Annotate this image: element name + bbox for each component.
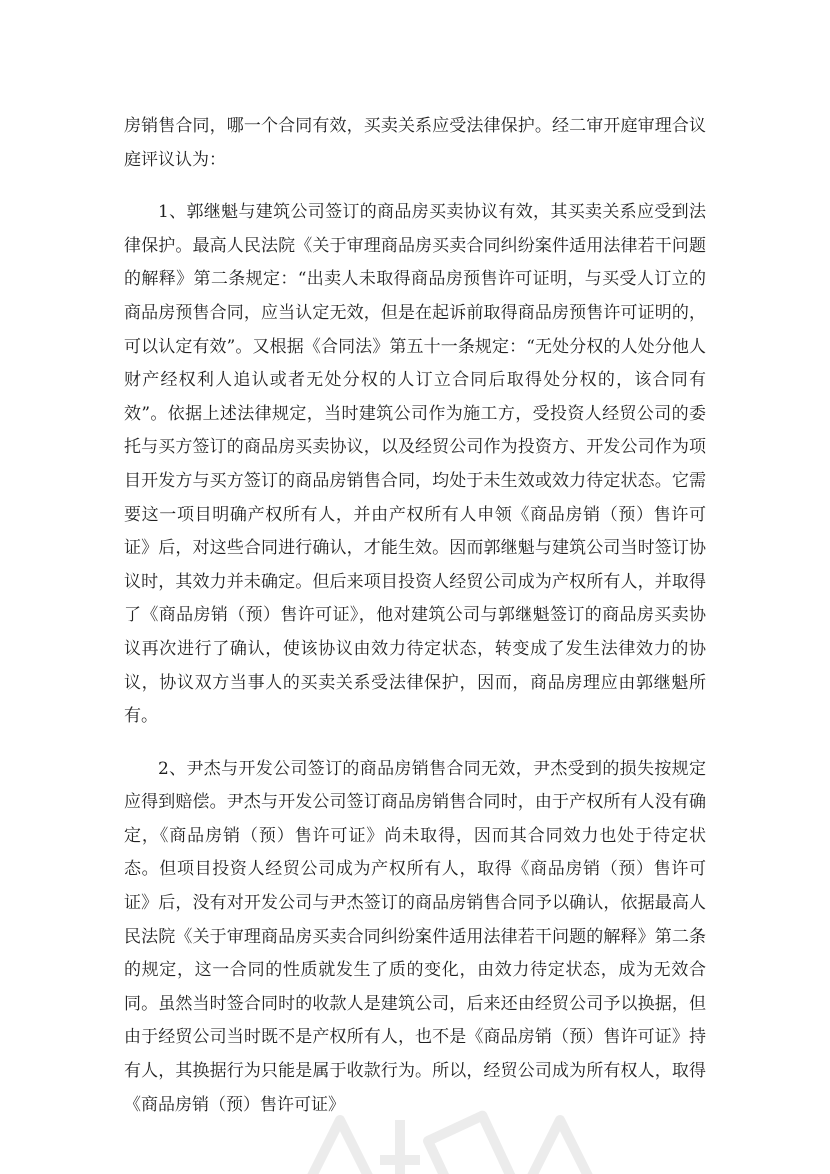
paragraph-continuation: 房销售合同，哪一个合同有效，买卖关系应受法律保护。经二审开庭审理合议庭评议认为： xyxy=(124,116,706,170)
paragraph-point-1: 1、郭继魁与建筑公司签订的商品房买卖协议有效，其买卖关系应受到法律保护。最高人民法院《关于审理商品房买卖合同纠纷案件适用法律若干问题的解释》第二条规定：“出卖人未取得商品房预售许可证明，与买受人订立的商品房预售合同，应当认定无效，但是在起诉前取得商品房预售许可证明的，可以认定有效”。又根据《合同法》第五十一条规定：“无处分权的人处分他人财产经权利人追认或者无处分权的人订立合同后取得处分权的，该合同有效”。依据上述法律规定，当时建筑公司作为施工方，受投资人经贸公司的委托与买方签订的商品房买卖协议，以及经贸公司作为投资方、开发公司作为项目开发方与买方签订的商品房销售合同，均处于未生效或效力待定状态。它需要这一项目明确产权所有人，并由产权所有人申领《商品房销（预）售许可证》后，对这些合同进行确认，才能生效。因而郭继魁与建筑公司当时签订协议时，其效力并未确定。但后来项目投资人经贸公司成为产权所有人，并取得了《商品房销（预）售许可证》，他对建筑公司与郭继魁签订的商品房买卖协议再次进行了确认，使该协议由效力待定状态，转变成了发生法律效力的协议，协议双方当事人的买卖关系受法律保护，因而，商品房理应由郭继魁所有。 xyxy=(124,202,706,727)
paragraph-gap xyxy=(124,177,706,196)
document-body xyxy=(124,110,706,1122)
paragraph-gap xyxy=(124,734,706,753)
paragraph-point-2: 2、尹杰与开发公司签订的商品房销售合同无效，尹杰受到的损失按规定应得到赔偿。尹杰与开发公司签订商品房销售合同时，由于产权所有人没有确定，《商品房销（预）售许可证》尚未取得，因而其合同效力也处于待定状态。但项目投资人经贸公司成为产权所有人，取得《商品房销（预）售许可证》后，没有对开发公司与尹杰签订的商品房销售合同予以确认，依据最高人民法院《关于审理商品房买卖合同纠纷案件适用法律若干问题的解释》第二条的规定，这一合同的性质就发生了质的变化，由效力待定状态，成为无效合同。虽然当时签合同时的收款人是建筑公司，后来还由经贸公司予以换据，但由于经贸公司当时既不是产权所有人，也不是《商品房销（预）售许可证》持有人，其换据行为只能是属于收款行为。所以，经贸公司成为所有权人，取得《商品房销（预）售许可证》 xyxy=(124,758,706,1115)
